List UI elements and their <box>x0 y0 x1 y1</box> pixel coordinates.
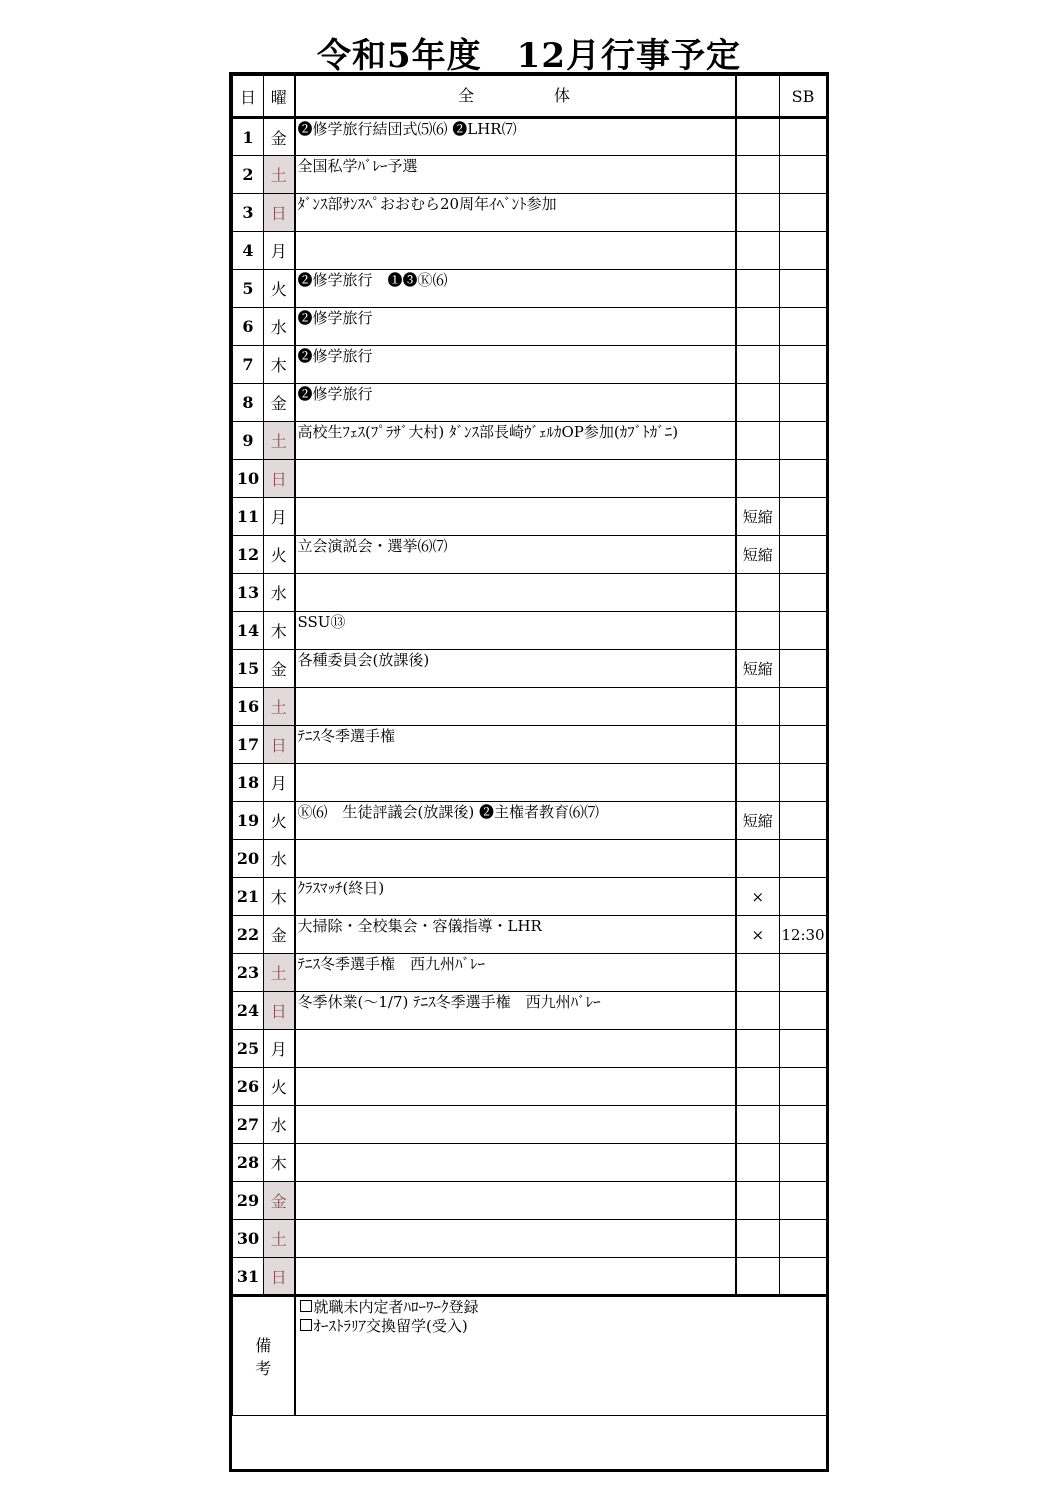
table-row <box>233 802 827 840</box>
note-cell <box>736 1220 780 1258</box>
day-number: 30 <box>233 1220 264 1258</box>
table-row <box>233 422 827 460</box>
event-cell: ❷修学旅行 <box>295 346 736 384</box>
day-of-week: 金 <box>264 384 295 422</box>
sb-cell <box>780 460 827 498</box>
day-number: 18 <box>233 764 264 802</box>
day-of-week: 木 <box>264 1144 295 1182</box>
day-number: 20 <box>233 840 264 878</box>
sb-cell <box>780 574 827 612</box>
sb-cell <box>780 1258 827 1296</box>
note-cell <box>736 688 780 726</box>
sb-cell <box>780 1144 827 1182</box>
note-cell <box>736 726 780 764</box>
day-number: 13 <box>233 574 264 612</box>
event-cell <box>295 764 736 802</box>
day-number: 1 <box>233 118 264 156</box>
remarks-item <box>300 1298 823 1317</box>
header-row <box>233 76 827 118</box>
sb-cell <box>780 1068 827 1106</box>
event-cell <box>295 574 736 612</box>
event-cell <box>295 1182 736 1220</box>
event-cell: 全国私学ﾊﾞﾚｰ予選 <box>295 156 736 194</box>
header-note <box>736 76 780 118</box>
table-row <box>233 688 827 726</box>
remarks-label: 備考 <box>233 1296 295 1416</box>
table-row <box>233 650 827 688</box>
note-cell <box>736 574 780 612</box>
note-cell <box>736 992 780 1030</box>
day-number: 24 <box>233 992 264 1030</box>
note-cell <box>736 1106 780 1144</box>
sb-cell <box>780 346 827 384</box>
note-cell <box>736 1182 780 1220</box>
day-of-week: 土 <box>264 688 295 726</box>
day-of-week: 月 <box>264 232 295 270</box>
table-row <box>233 574 827 612</box>
day-number: 23 <box>233 954 264 992</box>
day-number: 22 <box>233 916 264 954</box>
day-number: 19 <box>233 802 264 840</box>
sb-cell <box>780 232 827 270</box>
day-of-week: 火 <box>264 270 295 308</box>
sb-cell <box>780 536 827 574</box>
table-row <box>233 1144 827 1182</box>
note-cell <box>736 118 780 156</box>
note-cell <box>736 422 780 460</box>
day-of-week: 金 <box>264 118 295 156</box>
sb-cell <box>780 422 827 460</box>
table-row <box>233 232 827 270</box>
header-all: 全体 <box>295 76 736 118</box>
day-number: 5 <box>233 270 264 308</box>
day-number: 14 <box>233 612 264 650</box>
sb-cell <box>780 802 827 840</box>
sb-cell <box>780 498 827 536</box>
day-of-week: 火 <box>264 802 295 840</box>
day-of-week: 水 <box>264 574 295 612</box>
table-row <box>233 270 827 308</box>
table-row <box>233 384 827 422</box>
event-cell: 高校生ﾌｪｽ(ﾌﾟﾗｻﾞ大村) ﾀﾞﾝｽ部長崎ｳﾞｪﾙｶOP参加(ｶﾌﾞﾄｶﾞﾆ) <box>295 422 736 460</box>
event-cell <box>295 1220 736 1258</box>
event-cell <box>295 460 736 498</box>
sb-cell <box>780 840 827 878</box>
event-cell: ｸﾗｽﾏｯﾁ(終日) <box>295 878 736 916</box>
day-of-week: 火 <box>264 536 295 574</box>
day-number: 11 <box>233 498 264 536</box>
day-of-week: 木 <box>264 612 295 650</box>
sb-cell <box>780 878 827 916</box>
sb-cell <box>780 308 827 346</box>
table-row <box>233 1030 827 1068</box>
sb-cell <box>780 118 827 156</box>
event-cell: ❷修学旅行 <box>295 384 736 422</box>
remarks-body <box>295 1296 827 1416</box>
day-of-week: 日 <box>264 992 295 1030</box>
event-cell <box>295 1068 736 1106</box>
table-row <box>233 1220 827 1258</box>
day-number: 7 <box>233 346 264 384</box>
note-cell <box>736 384 780 422</box>
header-date: 日 <box>233 76 264 118</box>
event-cell: 各種委員会(放課後) <box>295 650 736 688</box>
table-row <box>233 118 827 156</box>
sb-cell <box>780 1106 827 1144</box>
day-number: 26 <box>233 1068 264 1106</box>
sb-cell <box>780 1182 827 1220</box>
table-row <box>233 726 827 764</box>
day-number: 8 <box>233 384 264 422</box>
note-cell <box>736 194 780 232</box>
day-of-week: 火 <box>264 1068 295 1106</box>
sb-cell <box>780 1030 827 1068</box>
table-row <box>233 498 827 536</box>
sb-cell <box>780 726 827 764</box>
note-cell <box>736 840 780 878</box>
day-number: 10 <box>233 460 264 498</box>
sb-cell: 12:30 <box>780 916 827 954</box>
table-row <box>233 1182 827 1220</box>
event-cell: ❷修学旅行結団式⑸⑹ ❷LHR⑺ <box>295 118 736 156</box>
sb-cell <box>780 650 827 688</box>
day-of-week: 土 <box>264 1220 295 1258</box>
note-cell <box>736 612 780 650</box>
note-cell: × <box>736 916 780 954</box>
table-row <box>233 840 827 878</box>
event-cell <box>295 1144 736 1182</box>
event-cell: ﾃﾆｽ冬季選手権 <box>295 726 736 764</box>
sb-cell <box>780 992 827 1030</box>
note-cell <box>736 460 780 498</box>
day-number: 3 <box>233 194 264 232</box>
day-of-week: 木 <box>264 878 295 916</box>
day-number: 4 <box>233 232 264 270</box>
table-row <box>233 308 827 346</box>
day-of-week: 月 <box>264 1030 295 1068</box>
note-cell <box>736 1144 780 1182</box>
sb-cell <box>780 612 827 650</box>
day-number: 17 <box>233 726 264 764</box>
day-of-week: 金 <box>264 916 295 954</box>
event-cell: Ⓚ⑹ 生徒評議会(放課後) ❷主権者教育⑹⑺ <box>295 802 736 840</box>
note-cell <box>736 764 780 802</box>
day-number: 16 <box>233 688 264 726</box>
table-row <box>233 346 827 384</box>
note-cell <box>736 308 780 346</box>
event-cell <box>295 1258 736 1296</box>
event-cell: ﾀﾞﾝｽ部ｻﾝｽﾍﾟおおむら20周年ｲﾍﾞﾝﾄ参加 <box>295 194 736 232</box>
day-number: 31 <box>233 1258 264 1296</box>
event-cell: ❷修学旅行 <box>295 308 736 346</box>
note-cell <box>736 1258 780 1296</box>
day-of-week: 金 <box>264 650 295 688</box>
table-row <box>233 612 827 650</box>
table-row <box>233 1068 827 1106</box>
table-row <box>233 194 827 232</box>
event-cell <box>295 840 736 878</box>
day-of-week: 日 <box>264 194 295 232</box>
sb-cell <box>780 194 827 232</box>
note-cell <box>736 1030 780 1068</box>
table-row <box>233 954 827 992</box>
note-cell: 短縮 <box>736 536 780 574</box>
table-row <box>233 1106 827 1144</box>
table-row <box>233 1258 827 1296</box>
header-dow: 曜 <box>264 76 295 118</box>
day-of-week: 金 <box>264 1182 295 1220</box>
schedule-sheet <box>229 72 829 1472</box>
note-cell <box>736 954 780 992</box>
event-cell: 立会演説会・選挙⑹⑺ <box>295 536 736 574</box>
day-of-week: 月 <box>264 498 295 536</box>
day-of-week: 土 <box>264 422 295 460</box>
day-of-week: 日 <box>264 726 295 764</box>
table-row <box>233 460 827 498</box>
note-cell: 短縮 <box>736 802 780 840</box>
table-row <box>233 878 827 916</box>
day-of-week: 木 <box>264 346 295 384</box>
table-row <box>233 992 827 1030</box>
note-cell <box>736 156 780 194</box>
day-number: 6 <box>233 308 264 346</box>
note-cell: 短縮 <box>736 650 780 688</box>
note-cell <box>736 1068 780 1106</box>
table-row <box>233 536 827 574</box>
event-cell <box>295 232 736 270</box>
sb-cell <box>780 764 827 802</box>
sb-cell <box>780 954 827 992</box>
table-row <box>233 764 827 802</box>
remarks-item <box>300 1317 823 1336</box>
note-cell <box>736 232 780 270</box>
day-of-week: 水 <box>264 1106 295 1144</box>
event-cell <box>295 1106 736 1144</box>
day-of-week: 月 <box>264 764 295 802</box>
header-sb: SB <box>780 76 827 118</box>
day-number: 25 <box>233 1030 264 1068</box>
day-of-week: 土 <box>264 156 295 194</box>
remarks-item-text: ｵｰｽﾄﾗﾘｱ交換留学(受入) <box>313 1317 468 1335</box>
remarks-row <box>233 1296 827 1416</box>
day-number: 9 <box>233 422 264 460</box>
day-number: 12 <box>233 536 264 574</box>
day-of-week: 日 <box>264 1258 295 1296</box>
checkbox-icon <box>300 1300 312 1312</box>
note-cell: 短縮 <box>736 498 780 536</box>
day-number: 27 <box>233 1106 264 1144</box>
remarks-item-text: 就職未内定者ﾊﾛｰﾜｰｸ登録 <box>313 1298 479 1316</box>
event-cell: SSU⑬ <box>295 612 736 650</box>
sb-cell <box>780 270 827 308</box>
day-number: 29 <box>233 1182 264 1220</box>
day-number: 15 <box>233 650 264 688</box>
note-cell <box>736 270 780 308</box>
sb-cell <box>780 1220 827 1258</box>
event-cell <box>295 498 736 536</box>
note-cell: × <box>736 878 780 916</box>
day-of-week: 水 <box>264 308 295 346</box>
day-of-week: 土 <box>264 954 295 992</box>
table-row <box>233 156 827 194</box>
day-number: 2 <box>233 156 264 194</box>
sb-cell <box>780 384 827 422</box>
event-cell: ❷修学旅行 ❶❸Ⓚ⑹ <box>295 270 736 308</box>
sb-cell <box>780 688 827 726</box>
event-cell <box>295 688 736 726</box>
event-cell: 冬季休業(～1/7) ﾃﾆｽ冬季選手権 西九州ﾊﾞﾚｰ <box>295 992 736 1030</box>
event-cell <box>295 1030 736 1068</box>
day-of-week: 水 <box>264 840 295 878</box>
table-row <box>233 916 827 954</box>
day-number: 21 <box>233 878 264 916</box>
checkbox-icon <box>300 1319 312 1331</box>
day-of-week: 日 <box>264 460 295 498</box>
event-cell: 大掃除・全校集会・容儀指導・LHR <box>295 916 736 954</box>
day-number: 28 <box>233 1144 264 1182</box>
event-cell: ﾃﾆｽ冬季選手権 西九州ﾊﾞﾚｰ <box>295 954 736 992</box>
page-title: 令和5年度 12月行事予定 <box>317 36 741 76</box>
schedule-table <box>232 75 827 1416</box>
note-cell <box>736 346 780 384</box>
sb-cell <box>780 156 827 194</box>
